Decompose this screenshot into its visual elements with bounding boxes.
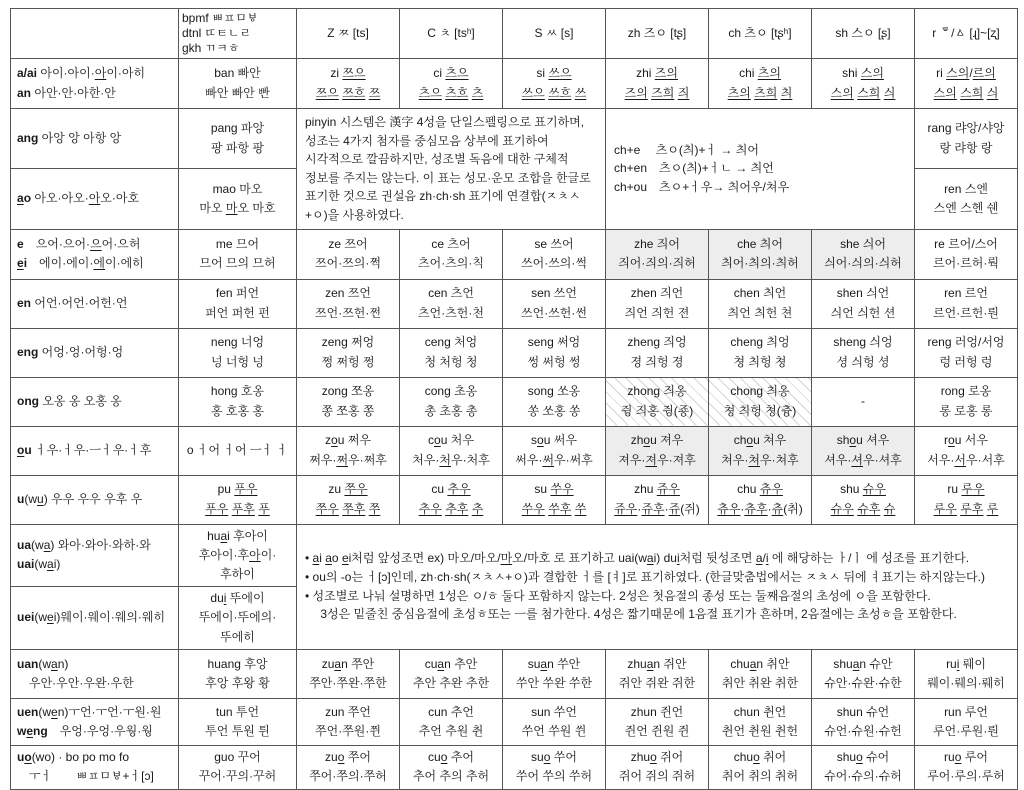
cell-ri: ri 스의/르의 스의 스희 싀 [915,59,1018,109]
cell-zhuo: zhuo 쥐어 쥐어 쥐의 쥐허 [606,745,709,789]
cell-zen: zen 쯔언 쯔언·쯔헌·쩐 [297,279,400,328]
cell-neng: neng 너엉 넝 너헝 넝 [179,328,297,377]
cell-rui: rui 뤠이 뤠이·뤠의·뤠히 [915,649,1018,698]
cell-shou: shou 셔우 셔우·셔우·셔후 [812,426,915,475]
cell-zu: zu 쭈우 쭈우 쭈후 쭈 [297,475,400,524]
cell-shen: shen 싀언 싀언 싀헌 션 [812,279,915,328]
cell-suo: suo 쑤어 쑤어 쑤의 쑤허 [503,745,606,789]
cell-ren-alt: ren 스엔 스엔 스헨 쉔 [915,169,1018,229]
row-ong [11,377,1018,426]
row-label-ou: ou ㅓ우·ㅓ우·ㅡㅓ우·ㅓ후 [11,426,179,475]
cell-cun: cun 추언 추언 추원 췬 [400,698,503,745]
row-label-uei: uei(wei)웨이·웨이·웨의·웨히 [11,587,179,650]
cell-zhou: zhou 져우 져우·져우·져후 [606,426,709,475]
cell-chu: chu 츄우 츄우·츄후·츄(취) [709,475,812,524]
cell-tun: tun 투언 투언 투원 튄 [179,698,297,745]
row-label-a-ai-an: a/ai 아이·아이·아이·아히 an 아안·안·아한·안 [11,59,179,109]
cell-zuan: zuan 쭈안 쭈안·쭈완·쭈한 [297,649,400,698]
cell-chou: chou 쳐우 쳐우·쳐우·쳐후 [709,426,812,475]
cell-cou: cou 처우 처우·처우·처후 [400,426,503,475]
cell-me: me 므어 므어 므의 므허 [179,229,297,279]
row-label-u: u(wu) 우우 우우 우후 우 [11,475,179,524]
cell-shong-empty: - [812,377,915,426]
cell-sheng: sheng 싀엉 셩 싀헝 셩 [812,328,915,377]
cell-zhuan: zhuan 쥐안 쥐안 쥐완 쥐한 [606,649,709,698]
cell-hong: hong 호옹 홍 호홍 홍 [179,377,297,426]
cell-ren: ren 르언 르언·르헌·뤈 [915,279,1018,328]
pinyin-hangul-table [10,8,1018,790]
cell-chong: chong 츼옹 쳥 츼헝 쳥(츙) [709,377,812,426]
cell-shuan: shuan 슈안 슈안·슈완·슈한 [812,649,915,698]
row-ou [11,426,1018,475]
cell-song: song 쏘옹 쏭 쏘홍 쏭 [503,377,606,426]
cell-seng: seng 써엉 썽 써헝 썽 [503,328,606,377]
cell-zuo: zuo 쭈어 쭈어·쭈의·쭈허 [297,745,400,789]
row-a-ai-an [11,59,1018,109]
cell-sun: sun 쑤언 쑤언 쑤원 쒼 [503,698,606,745]
cell-zeng: zeng 쩌엉 쩡 쩌헝 쩡 [297,328,400,377]
cell-shu: shu 슈우 슈우 슈후 슈 [812,475,915,524]
header-row [11,9,1018,59]
cell-zong: zong 쪼옹 쫑 쪼홍 쫑 [297,377,400,426]
row-ua-uai [11,524,1018,587]
cell-cong: cong 초옹 총 초홍 총 [400,377,503,426]
cell-chen: chen 츼언 츼언 츼헌 쳔 [709,279,812,328]
header-empty [11,9,179,59]
row-ang [11,109,1018,169]
cell-zhong: zhong 즤옹 쥥 즤홍 쥥(죵) [606,377,709,426]
cell-mao: mao 마오 마오 마오 마호 [179,169,297,229]
cell-zhun: zhun 쥔언 쥔언 쥔원 쥔 [606,698,709,745]
cell-rong: rong 로옹 롱 로홍 롱 [915,377,1018,426]
cell-zou: zou 쩌우 쩌우·쩌우·쩌후 [297,426,400,475]
cell-zun: zun 쭈언 쭈언·쭈원·쮠 [297,698,400,745]
row-label-uan: uan(wan) 우안·우안·우완·우한 [11,649,179,698]
cell-sou: sou 써우 써우·써우·써후 [503,426,606,475]
cell-she: she 싀어 싀어·싀의·싀허 [812,229,915,279]
cell-chuan: chuan 취안 취안 취완 취한 [709,649,812,698]
cell-re: re 르어/스어 르어·르허·뤅 [915,229,1018,279]
cell-zhe: zhe 즤어 즤어·즤의·즤허 [606,229,709,279]
cell-cuo: cuo 추어 추어 추의 추허 [400,745,503,789]
header-z: Z ㅉ [ts] [297,9,400,59]
cell-pu: pu 푸우 푸우 푸후 푸 [179,475,297,524]
note-ch-combinations: ch+e 츠ㅇ(츼)+ㅓ → 츼어 ch+en 츠ㅇ(츼)+ㅓㄴ → 츼언 ch+ou 츠ㅇ+ㅓ우→ 츼어우/쳐우 [606,109,915,230]
row-label-uen-weng: uen(wen)ㅜ언·ㅜ언·ㅜ원·원 weng 우엉·우엉·우웡·웡 [11,698,179,745]
cell-dui: dui 뚜에이 뚜에이·뚜에의·뚜에히 [179,587,297,650]
cell-zi: zi 쯔으 쯔으 쯔흐 쯔 [297,59,400,109]
cell-chuo: chuo 취어 취어 취의 취허 [709,745,812,789]
header-bpmf-dtnl-gkh: bpmf ㅃㅍㅁㅸ dtnl ㄸㅌㄴㄹ gkh ㄲㅋㅎ [179,9,297,59]
note-tone-rules: • ai ao ei처럼 앞성조면 ex) 마오/마오/마오/마호 로 표기하고 uai(wai) dui처럼 뒷성조면 a/i 에 해당하는 ㅏ/ㅣ 에 성조를 표기한다. • ou의 -o는 ㅓ[ɔ]인데, zh·ch·sh(ㅈㅊㅅ+ㅇ)과 결합한 ㅓ를 [ㅕ]로 표기하였다. (한글맞춤법에서는 ㅈㅊㅅ 뒤에 ㅕ표기는 하지않는다.) • 성조별로 나눠 설명하면 1성은 ㅇ/ㅎ 둘다 포함하지 않는다. 2성은 첫음절의 종성 또는 둘째음절의 초성에 ㅇ을 포함한다. 3성은 밑줄친 중심음절에 초성ㅎ또는 ㅡ를 첨가한다. 4성은 짧기때문에 1음절 표기가 흔하며, 2음절에는 초성ㅎ을 포함한다. [297,524,1018,649]
cell-chun: chun 췬언 췬언 췬원 췬헌 [709,698,812,745]
row-uo [11,745,1018,789]
cell-shun: shun 슈언 슈언·슈원·슈헌 [812,698,915,745]
header-zh: zh 즈ㅇ [tʂ] [606,9,709,59]
cell-ze: ze 쯔어 쯔어·쯔의·쩍 [297,229,400,279]
cell-shi: shi 스의 스의 스희 싀 [812,59,915,109]
cell-zhu: zhu 쥬우 쥬우·쥬후·쥬(쥐) [606,475,709,524]
row-uan [11,649,1018,698]
cell-huai: huai 후아이 후아이·후아이·후하이 [179,524,297,587]
row-eng [11,328,1018,377]
cell-suan: suan 쑤안 쑤안 쑤완 쑤한 [503,649,606,698]
row-e-ei [11,229,1018,279]
cell-ceng: ceng 처엉 청 처헝 청 [400,328,503,377]
header-s: S ㅆ [s] [503,9,606,59]
row-label-ong: ong 오옹 옹 오홍 옹 [11,377,179,426]
cell-cen: cen 츠언 츠언·츠헌·천 [400,279,503,328]
row-label-ang: ang 아앙 앙 아항 앙 [11,109,179,169]
row-u [11,475,1018,524]
cell-shuo: shuo 슈어 슈어·슈의·슈허 [812,745,915,789]
cell-chi: chi 츠의 츠의 츠희 츼 [709,59,812,109]
row-label-ua-uai: ua(wa) 와아·와아·와하·와 uai(wai) [11,524,179,587]
header-ch: ch 츠ㅇ [tʂʰ] [709,9,812,59]
row-label-ao: ao 아오·아오·아오·아호 [11,169,179,229]
cell-zheng: zheng 즤엉 졍 즤헝 졍 [606,328,709,377]
row-label-e-ei: e 으어·으어·으어·으허 ei 에이·에이·에이·에히 [11,229,179,279]
header-r: r ᄛ/ㅿ [ɻ]~[ʐ] [915,9,1018,59]
cell-cuan: cuan 추안 추안 추완 추한 [400,649,503,698]
cell-huang: huang 후앙 후앙 후왕 황 [179,649,297,698]
row-en [11,279,1018,328]
cell-zhen: zhen 즤언 즤언 즤헌 젼 [606,279,709,328]
cell-si: si 쓰으 쓰으 쓰흐 쓰 [503,59,606,109]
cell-cheng: cheng 츼엉 쳥 츼헝 쳥 [709,328,812,377]
row-uen-weng [11,698,1018,745]
cell-ci: ci 츠으 츠으 츠흐 츠 [400,59,503,109]
cell-ru: ru 루우 루우 루후 루 [915,475,1018,524]
cell-fen: fen 퍼언 퍼언 퍼헌 펀 [179,279,297,328]
cell-reng: reng 러엉/서엉 렁 러헝 렁 [915,328,1018,377]
cell-ce: ce 츠어 츠어·츠의·칙 [400,229,503,279]
cell-ban: ban 빠안 빠안 빠안 빤 [179,59,297,109]
row-label-en: en 어언·어언·어헌·언 [11,279,179,328]
cell-rang: rang 랴앙/샤앙 랑 랴항 랑 [915,109,1018,169]
cell-sen: sen 쓰언 쓰언·쓰헌·썬 [503,279,606,328]
header-c: C ㅊ [tsʰ] [400,9,503,59]
cell-su: su 쑤우 쑤우 쑤후 쑤 [503,475,606,524]
cell-pang: pang 파앙 팡 파항 팡 [179,109,297,169]
cell-cu: cu 추우 추우 추후 추 [400,475,503,524]
header-sh: sh 스ㅇ [ʂ] [812,9,915,59]
row-label-uo: uo(wo) · bo po mo fo ㅜㅓ ㅃㅍㅁㅸ+ㅓ[ɔ] [11,745,179,789]
note-pinyin-system: pinyin 시스템은 漢字 4성을 단일스펠링으로 표기하며, 성조는 4가지 첨자를 중심모음 상부에 표기하여 시각적으로 깔끔하지만, 성조별 독음에 대한 구체적 정보를 주지는 않는다. 이 표는 성모·운모 조합을 한글로 표기한 것으로 권설음 zh·ch·sh 표기에 연결합(ㅈㅊㅅ+ㅇ)을 사용하였다. [297,109,606,230]
cell-guo: guo 꾸어 꾸어·꾸의·꾸허 [179,745,297,789]
cell-o: o ㅓ어 ㅓ어 ㅡㅓ ㅓ [179,426,297,475]
cell-che: che 츼어 츼어·츼의·츼허 [709,229,812,279]
cell-run: run 루언 루언·루원·뤈 [915,698,1018,745]
cell-rou: rou 서우 서우·서우·서후 [915,426,1018,475]
cell-zhi: zhi 즈의 즈의 즈희 즤 [606,59,709,109]
cell-ruo: ruo 루어 루어·루의·루허 [915,745,1018,789]
cell-se: se 쓰어 쓰어·쓰의·썩 [503,229,606,279]
row-label-eng: eng 어엉·엉·어헝·엉 [11,328,179,377]
